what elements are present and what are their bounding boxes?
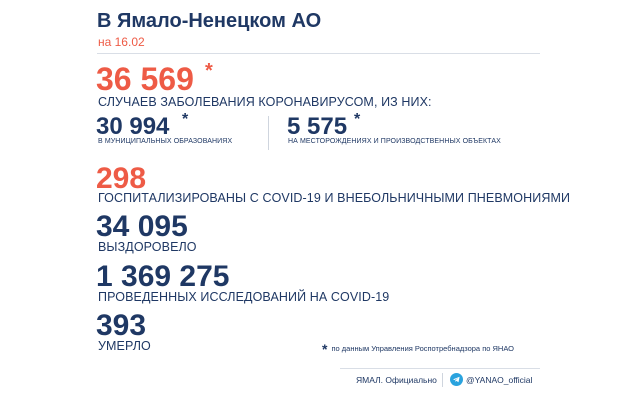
footer-org-name: ЯМАЛ. Официально [356,375,437,385]
tests-caption: ПРОВЕДЕННЫХ ИССЛЕДОВАНИЙ НА COVID-19 [98,290,390,304]
recovered-value: 34 095 [96,210,188,243]
page-title: В Ямало-Ненецком АО [97,10,322,32]
municipal-cases-value: 30 994 [96,113,170,140]
field-cases-value: 5 575 [287,113,348,140]
deaths-caption: УМЕРЛО [98,339,151,353]
deaths-value: 393 [96,309,147,342]
total-cases-asterisk: * [205,60,213,82]
footnote-text: по данным Управления Роспотребнадзора по ЯНАО [331,344,515,353]
footnote-asterisk: * [322,341,328,357]
municipal-cases-caption: В МУНИЦИПАЛЬНЫХ ОБРАЗОВАНИЯХ [98,138,233,145]
hospitalized-value: 298 [96,162,147,195]
breakdown-divider [268,116,269,150]
field-cases-caption: НА МЕСТОРОЖДЕНИЯХ И ПРОИЗВОДСТВЕННЫХ ОБЪЕКТАХ [288,138,501,145]
municipal-cases-asterisk: * [182,111,189,128]
footer-separator [442,373,443,387]
hospitalized-caption: ГОСПИТАЛИЗИРОВАНЫ С COVID-19 И ВНЕБОЛЬНИЧНЫМИ ПНЕВМОНИЯМИ [98,191,571,205]
tests-value: 1 369 275 [96,260,230,293]
field-cases-asterisk: * [354,111,361,128]
source-footnote [322,341,514,357]
footer-divider [340,368,540,369]
telegram-handle[interactable]: @YANAO_official [466,375,533,385]
header-divider [97,53,540,54]
report-date: на 16.02 [98,35,145,49]
total-cases-caption: СЛУЧАЕВ ЗАБОЛЕВАНИЯ КОРОНАВИРУСОМ, ИЗ НИХ: [98,95,432,109]
total-cases-value: 36 569 [96,61,194,97]
telegram-icon[interactable] [450,373,463,386]
recovered-caption: ВЫЗДОРОВЕЛО [98,240,197,254]
